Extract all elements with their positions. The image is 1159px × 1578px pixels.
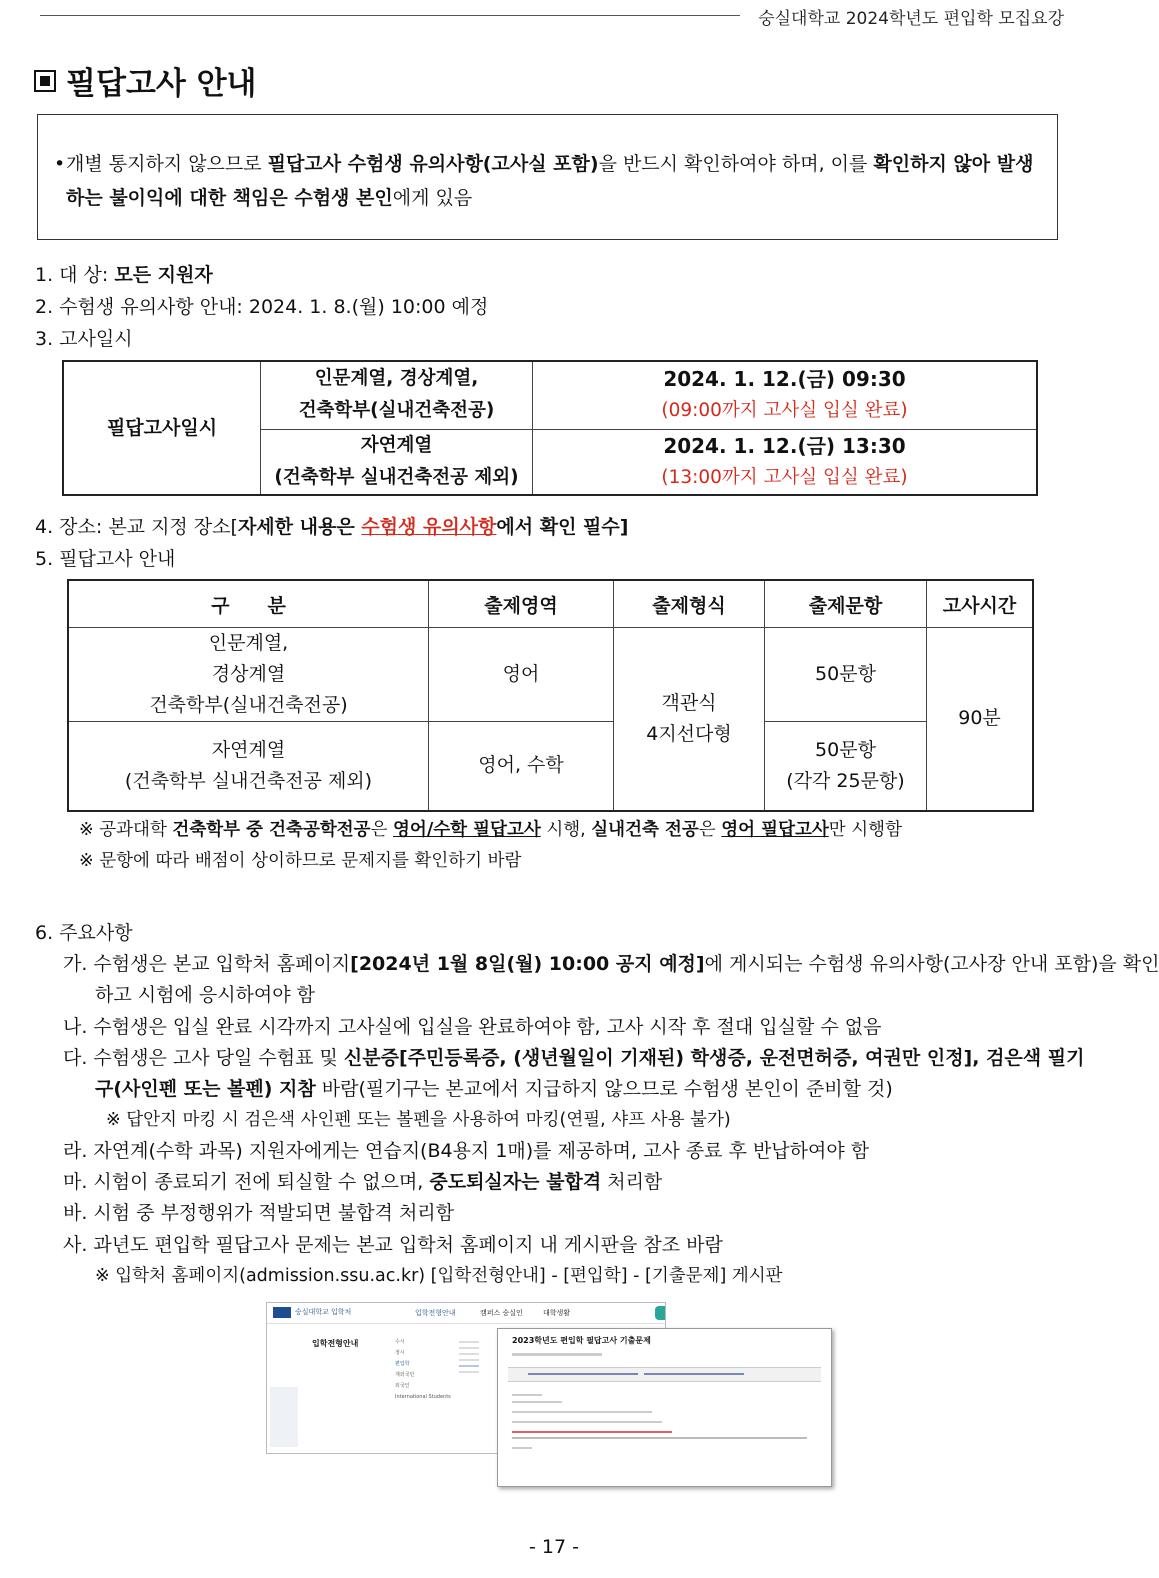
row2-area: 영어, 수학 xyxy=(429,722,614,811)
board-title: 2023학년도 편입학 필답고사 기출문제 xyxy=(512,1336,651,1345)
board-body xyxy=(512,1389,812,1457)
detail-da: 다. 수험생은 고사 당일 수험표 및 신분증[주민등록증, (생년월일이 기재된) 학생증, 운전면허증, 여권만 인정], 검은색 필기 xyxy=(63,1047,1085,1069)
submenu-lines xyxy=(459,1337,479,1397)
document-header: 숭실대학교 2024학년도 편입학 모집요강 xyxy=(758,9,1064,29)
menu-item[interactable]: 정시 xyxy=(395,1350,405,1356)
row1-count: 50문항 xyxy=(765,628,927,722)
col-header-category: 구 분 xyxy=(68,580,429,628)
detail-ma: 마. 시험이 종료되기 전에 퇴실할 수 없으며, 중도퇴실자는 불합격 처리함 xyxy=(63,1171,663,1193)
detail-ba: 바. 시험 중 부정행위가 적발되면 불합격 처리함 xyxy=(63,1202,455,1224)
format-cell: 객관식 4지선다형 xyxy=(614,628,765,811)
bullet-icon: • xyxy=(54,153,66,175)
section-title-text: 필답고사 안내 xyxy=(66,66,257,102)
detail-da-cont: 구(사인펜 또는 볼펜) 지참 바람(필기구는 본교에서 지급하지 않으므로 수험생 본인이 준비할 것) xyxy=(95,1078,893,1100)
nav-admission[interactable]: 입학전형안내 xyxy=(415,1309,456,1317)
logo-icon xyxy=(273,1307,291,1318)
menu-item[interactable]: International Students xyxy=(395,1394,451,1400)
website-nav xyxy=(267,1303,665,1324)
side-menu xyxy=(395,1337,451,1403)
menu-item[interactable]: 외국인 xyxy=(395,1383,410,1389)
col-header-count: 출제문항 xyxy=(765,580,927,628)
board-popup xyxy=(497,1328,832,1487)
row2-count: 50문항 (각각 25문항) xyxy=(765,722,927,811)
notice-text: 개별 통지하지 않으므로 필답고사 수험생 유의사항(고사실 포함)을 반드시 확인하여야 하며, 이를 확인하지 않아 발생하는 불이익에 대한 책임은 수험생 본인에게 있음 xyxy=(66,153,1034,209)
col-header-area: 출제영역 xyxy=(429,580,614,628)
schedule-header: 필답고사일시 xyxy=(63,361,261,495)
notice-box xyxy=(37,114,1058,240)
detail-da-note: ※ 답안지 마킹 시 검은색 사인펜 또는 볼펜을 사용하여 마킹(연필, 샤프 사용 불가) xyxy=(106,1110,731,1130)
schedule-group-1: 인문계열, 경상계열, 건축학부(실내건축전공) xyxy=(261,361,533,429)
attachment-bar xyxy=(508,1367,821,1382)
item-5: 5. 필답고사 안내 xyxy=(35,548,176,570)
item-1: 1. 대 상: 모든 지원자 xyxy=(35,264,213,286)
page-number: - 17 - xyxy=(529,1536,579,1558)
menu-item[interactable]: 수시 xyxy=(395,1339,405,1345)
item-3: 3. 고사일시 xyxy=(35,328,133,350)
filled-square-icon xyxy=(34,70,56,92)
nav-life[interactable]: 대학생활 xyxy=(543,1309,571,1317)
row2-category: 자연계열 (건축학부 실내건축전공 제외) xyxy=(68,722,429,811)
schedule-table xyxy=(62,360,1038,496)
item-6: 6. 주요사항 xyxy=(35,922,133,944)
logo-text: 숭실대학교 입학처 xyxy=(295,1308,352,1316)
schedule-time-2: 2024. 1. 12.(금) 13:30 (13:00까지 고사실 입실 완료) xyxy=(533,429,1038,495)
meta-line xyxy=(512,1353,602,1356)
side-title: 입학전형안내 xyxy=(312,1339,359,1348)
detail-ga: 가. 수험생은 본교 입학처 홈페이지[2024년 1월 8일(월) 10:00 공지 예정]에 게시되는 수험생 유의사항(고사장 안내 포함)을 확인 xyxy=(63,953,1159,975)
menu-item[interactable]: 편입학 xyxy=(395,1361,410,1367)
exam-table xyxy=(67,579,1034,812)
detail-sa-note: ※ 입학처 홈페이지(admission.ssu.ac.kr) [입학전형안내] - [편입학] - [기출문제] 게시판 xyxy=(95,1266,783,1286)
header-rule xyxy=(40,15,740,16)
item-4: 4. 장소: 본교 지정 장소[자세한 내용은 수험생 유의사항에서 확인 필수] xyxy=(35,516,629,538)
item-2: 2. 수험생 유의사항 안내: 2024. 1. 8.(월) 10:00 예정 xyxy=(35,296,489,318)
row1-category: 인문계열, 경상계열 건축학부(실내건축전공) xyxy=(68,628,429,722)
schedule-time-1: 2024. 1. 12.(금) 09:30 (09:00까지 고사실 입실 완료) xyxy=(533,361,1038,429)
schedule-group-2: 자연계열 (건축학부 실내건축전공 제외) xyxy=(261,429,533,495)
section-title xyxy=(34,58,256,103)
menu-item[interactable]: 재외국민 xyxy=(395,1372,415,1378)
detail-sa: 사. 과년도 편입학 필답고사 문제는 본교 입학처 홈페이지 내 게시판을 참조 바람 xyxy=(63,1234,723,1256)
col-header-time: 고사시간 xyxy=(927,580,1034,628)
row1-area: 영어 xyxy=(429,628,614,722)
time-cell: 90분 xyxy=(927,628,1034,811)
exam-note-2: ※ 문항에 따라 배점이 상이하므로 문제지를 확인하기 바람 xyxy=(79,851,522,871)
detail-ga-cont: 하고 시험에 응시하여야 함 xyxy=(95,984,316,1006)
detail-ra: 라. 자연계(수학 과목) 지원자에게는 연습지(B4용지 1매)를 제공하며, 고사 종료 후 반납하여야 함 xyxy=(63,1140,870,1162)
col-header-format: 출제형식 xyxy=(614,580,765,628)
detail-na: 나. 수험생은 입실 완료 시각까지 고사실에 입실을 완료하여야 함, 고사 시작 후 절대 입실할 수 없음 xyxy=(63,1016,882,1038)
exam-note-1: ※ 공과대학 건축학부 중 건축공학전공은 영어/수학 필답고사 시행, 실내건축 전공은 영어 필답고사만 시행함 xyxy=(79,820,902,840)
nav-campus[interactable]: 캠퍼스 숭실인 xyxy=(480,1309,523,1317)
side-block xyxy=(270,1387,298,1447)
side-tab-icon xyxy=(655,1306,665,1320)
